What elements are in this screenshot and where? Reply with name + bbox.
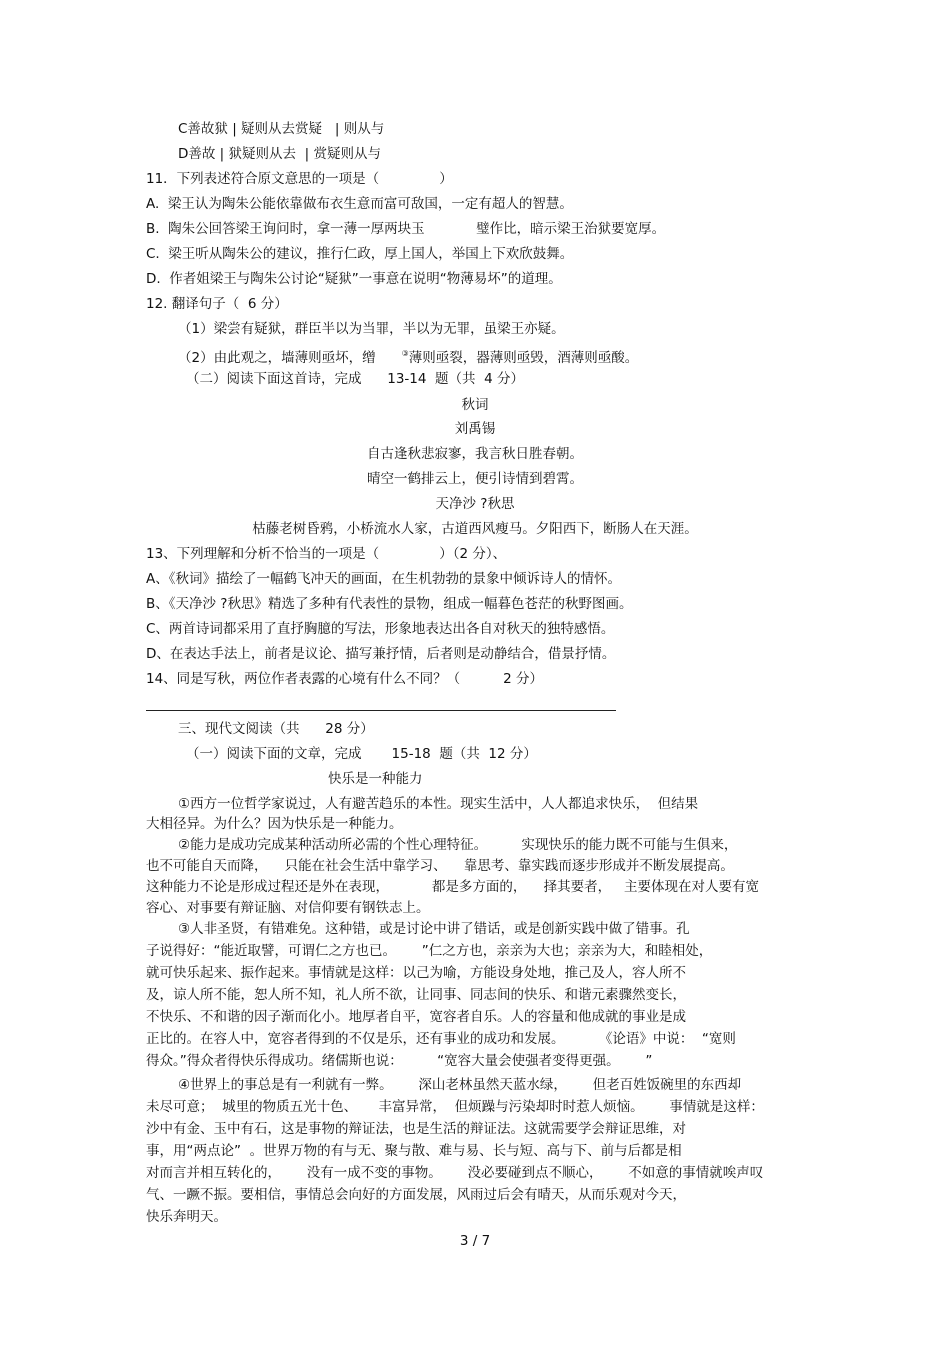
paragraph-3-line-6: 正比的。在容人中，宽容者得到的不仅是乐，还有事业的成功和发展。 《论语》中说： “宽则 — [146, 1031, 736, 1047]
option-d-line: D善故 | 狱疑则从去 | 赏疑则从与 — [178, 146, 381, 162]
question-14: 14、同是写秋，两位作者表露的心境有什么不同？（ 2 分） — [146, 671, 543, 687]
paragraph-3-line-5: 不快乐、不和谐的因子渐而化小。地厚者自平，宽容者自乐。人的容量和他成就的事业是成 — [146, 1009, 686, 1025]
paragraph-3-line-4: 及，谅人所不能，恕人所不知，礼人所不欲，让同事、同志间的快乐、和谐元素骤然变长， — [146, 987, 686, 1003]
question-12-item-1: （1）梁尝有疑狱，群臣半以为当罪，半以为无罪，虽梁王亦疑。 — [178, 321, 565, 337]
footnote-marker: ③ — [401, 349, 409, 358]
poem-1-line-1: 自古逢秋悲寂寥，我言秋日胜春朝。 — [367, 446, 583, 462]
paragraph-3-line-7: 得众。”得众者得快乐得成功。绪儒斯也说： “宽容大量会使强者变得更强。 ” — [146, 1053, 653, 1069]
section-2-heading: （二）阅读下面这首诗，完成 13-14 题（共 4 分） — [186, 371, 525, 387]
question-12-item-2-part-a: （2）由此观之，墙薄则亟坏，缯 — [178, 350, 376, 366]
question-13-option-b: B、《天净沙 ?秋思》精选了多种有代表性的景物，组成一幅暮色苍茫的秋野图画。 — [146, 596, 633, 612]
question-12: 12. 翻译句子（ 6 分） — [146, 296, 288, 312]
answer-line — [146, 710, 616, 711]
poem-1-title: 秋词 — [461, 397, 489, 413]
paragraph-1-line-1: ①西方一位哲学家说过，人有避苦趋乐的本性。现实生活中，人人都追求快乐， 但结果 — [178, 796, 699, 812]
paragraph-3-line-1: ③人非圣贤，有错难免。这种错，或是讨论中讲了错话，或是创新实践中做了错事。孔 — [178, 921, 690, 937]
question-11-option-a: A. 梁王认为陶朱公能依靠做布衣生意而富可敌国，一定有超人的智慧。 — [146, 196, 573, 212]
question-13-option-a: A、《秋词》描绘了一幅鹤飞冲天的画面，在生机勃勃的景象中倾诉诗人的情怀。 — [146, 571, 621, 587]
question-11-option-b: B. 陶朱公回答梁王询问时，拿一薄一厚两块玉 璧作比，暗示梁王治狱要宽厚。 — [146, 221, 666, 237]
question-11: 11．下列表述符合原文意思的一项是（ ） — [146, 171, 453, 187]
paragraph-3-line-2: 子说得好：“能近取譬，可谓仁之方也已。 ”仁之方也，亲亲为大也；亲亲为大，和睦相处， — [146, 943, 713, 959]
part-3-section-1-heading: （一）阅读下面的文章，完成 15-18 题（共 12 分） — [186, 746, 537, 762]
paragraph-4-line-4: 事，用“两点论” 。世界万物的有与无、聚与散、难与易、长与短、高与下、前与后都是相 — [146, 1143, 682, 1159]
question-13: 13、下列理解和分析不恰当的一项是（ ）（2 分）、 — [146, 546, 507, 562]
paragraph-2-line-1: ②能力是成功完成某种活动所必需的个性心理特征。 实现快乐的能力既不可能与生俱来， — [178, 837, 738, 853]
essay-title: 快乐是一种能力 — [328, 771, 423, 787]
paragraph-2-line-3: 这种能力不论是形成过程还是外在表现， 都是多方面的， 择其要者， 主要体现在对人要有宽 — [146, 879, 759, 895]
paragraph-4-line-3: 沙中有金、玉中有石，这是事物的辩证法，也是生活的辩证法。这就需要学会辩证思维，对 — [146, 1121, 686, 1137]
paragraph-4-line-7: 快乐奔明天。 — [146, 1209, 227, 1225]
paragraph-2-line-4: 容心、对事要有辩证脑、对信仰要有钢铁志上。 — [146, 900, 430, 916]
paragraph-2-line-2: 也不可能自天而降， 只能在社会生活中靠学习、 靠思考、靠实践而逐步形成并不断发展提高。 — [146, 858, 734, 874]
question-13-option-c: C、两首诗词都采用了直抒胸臆的写法，形象地表达出各自对秋天的独特感悟。 — [146, 621, 615, 637]
poem-2-body: 枯藤老树昏鸦，小桥流水人家，古道西风瘦马。夕阳西下，断肠人在天涯。 — [252, 521, 698, 537]
poem-2-title: 天净沙 ?秋思 — [435, 496, 515, 512]
poem-1-author: 刘禹锡 — [454, 421, 496, 437]
paragraph-4-line-1: ④世界上的事总是有一利就有一弊。 深山老林虽然天蓝水绿， 但老百姓饭碗里的东西却 — [178, 1077, 742, 1093]
question-12-item-2-part-b: 薄则亟裂，器薄则亟毁，酒薄则亟酸。 — [408, 350, 639, 366]
page-number: 3 / 7 — [459, 1233, 491, 1249]
paragraph-4-line-6: 气、一蹶不振。要相信，事情总会向好的方面发展，风雨过后会有晴天，从而乐观对今天， — [146, 1187, 686, 1203]
question-11-option-d: D. 作者姐梁王与陶朱公讨论“疑狱”一事意在说明“物薄易坏”的道理。 — [146, 271, 562, 287]
option-c-line: C善故狱 | 疑则从去赏疑 | 则从与 — [178, 121, 385, 137]
question-12-item-2 — [178, 345, 638, 367]
question-11-option-c: C. 梁王听从陶朱公的建议，推行仁政，厚上国人，举国上下欢欣鼓舞。 — [146, 246, 574, 262]
paragraph-4-line-2: 未尽可意； 城里的物质五光十色、 丰富异常， 但烦躁与污染却时时惹人烦恼。 事情就是这样： — [146, 1099, 764, 1115]
paragraph-4-line-5: 对而言并相互转化的， 没有一成不变的事物。 没必要碰到点不顺心， 不如意的事情就唉声叹 — [146, 1165, 764, 1181]
question-13-option-d: D、在表达手法上，前者是议论、描写兼抒情，后者则是动静结合，借景抒情。 — [146, 646, 616, 662]
paragraph-1-line-2: 大相径异。为什么？因为快乐是一种能力。 — [146, 816, 403, 832]
poem-1-line-2: 晴空一鹤排云上，便引诗情到碧霄。 — [367, 471, 583, 487]
part-3-heading: 三、现代文阅读（共 28 分） — [178, 721, 374, 737]
paragraph-3-line-3: 就可快乐起来、振作起来。事情就是这样：以己为喻，方能设身处地，推己及人，容人所不 — [146, 965, 686, 981]
